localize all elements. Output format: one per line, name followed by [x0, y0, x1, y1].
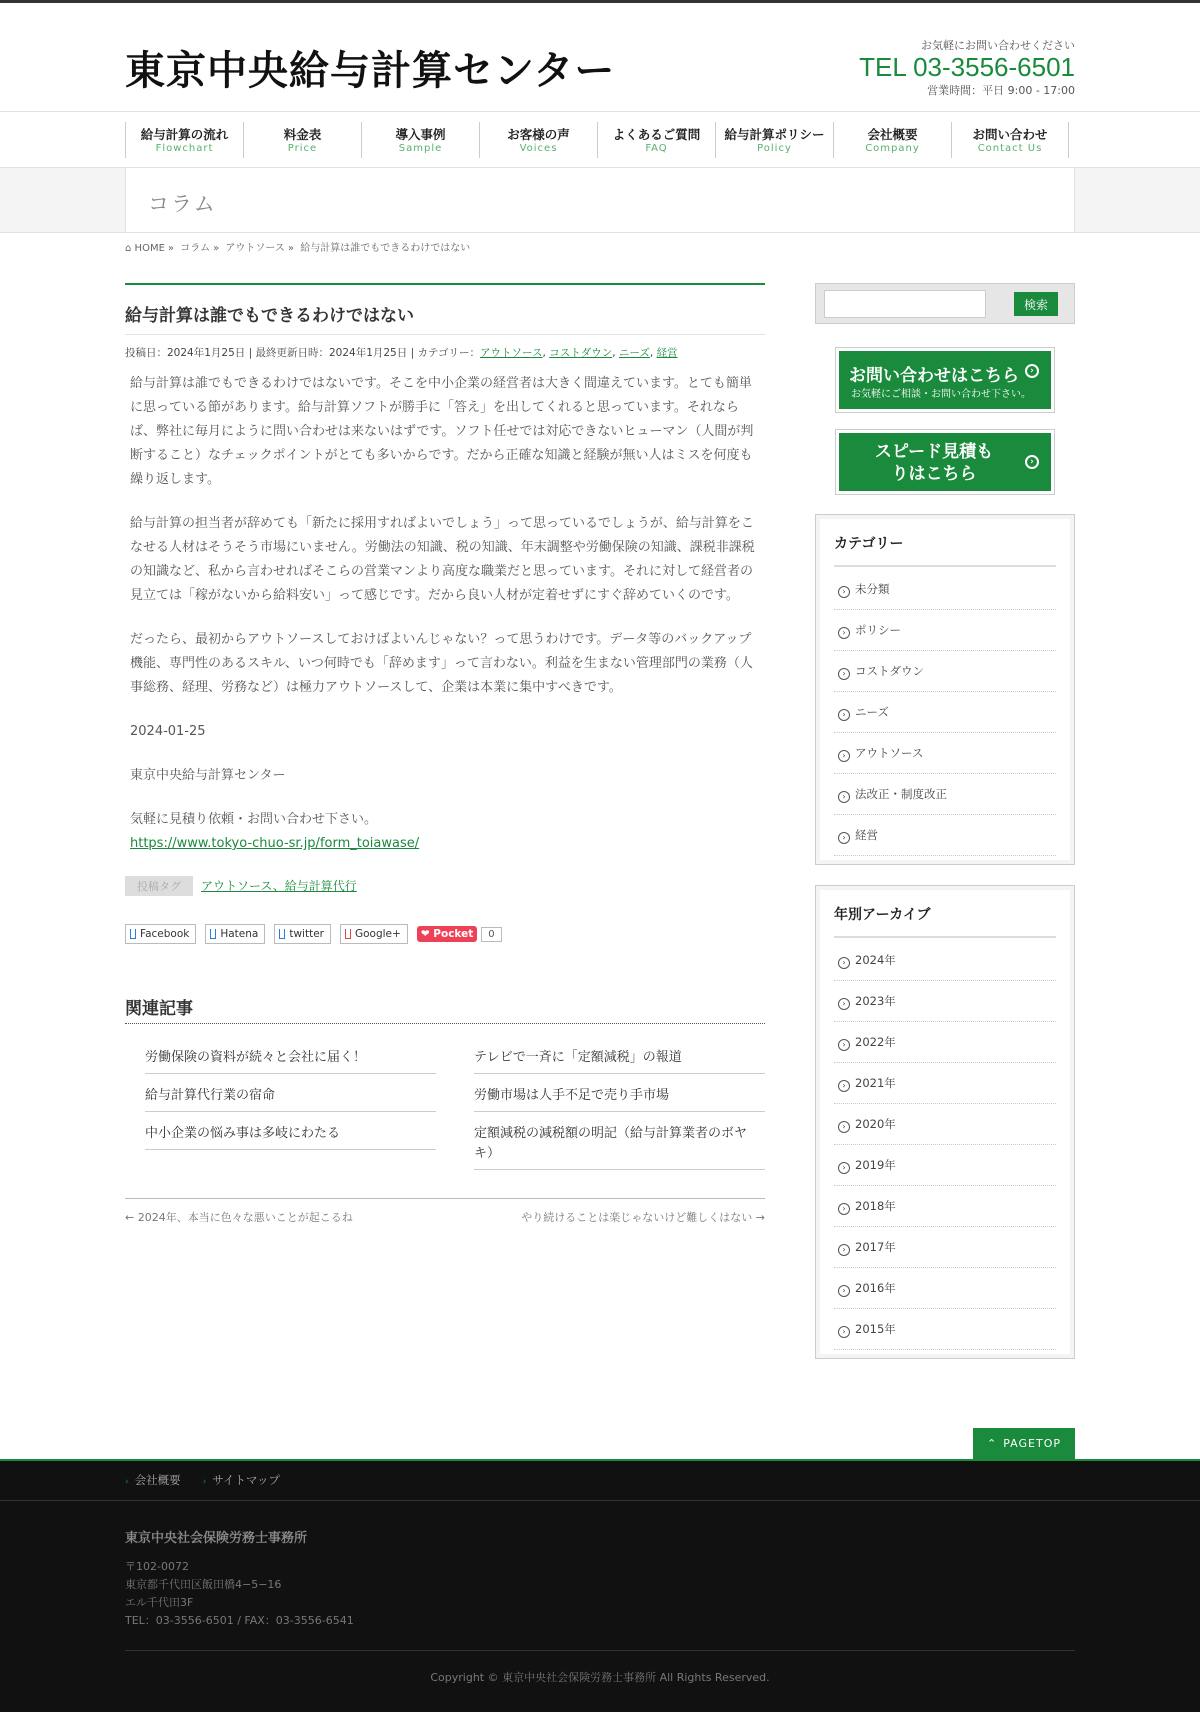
- global-nav: [0, 112, 1200, 168]
- chevron-circle-icon: ›: [838, 832, 850, 844]
- nav-label: お客様の声: [507, 127, 570, 142]
- share-icon: [345, 929, 351, 939]
- page-header: [0, 168, 1200, 233]
- archive-item[interactable]: [834, 1268, 1056, 1309]
- chevron-right-icon: ›: [125, 1477, 129, 1487]
- article-paragraph: 給与計算の担当者が辞めても「新たに採用すればよいでしょう」って思っているでしょうが、給与計算をこなせる人材はそうそう市場にいません。労働法の知識、税の知識、年末調整や労働保険の知識、課税非課税の知識など、私から言わせればそこらの営業マンより高度な職業だと思っています。それに対して経営者の見立ては「稼がないから給料安い」って感じです。だから良い人材が定着せずにすぐ辞めていくのです。: [130, 516, 755, 603]
- contact-link[interactable]: https://www.tokyo-chuo-sr.jp/form_toiawase/: [130, 836, 420, 851]
- hatena-share-button[interactable]: [205, 924, 265, 944]
- contact-cta-button[interactable]: [836, 348, 1054, 412]
- archive-item[interactable]: [834, 1145, 1056, 1186]
- search-button[interactable]: 検索: [1014, 292, 1058, 316]
- footer-nav: [0, 1461, 1200, 1501]
- footer-company-name: 東京中央社会保険労務士事務所: [125, 1531, 308, 1546]
- category-item[interactable]: [834, 733, 1056, 774]
- nav-sublabel: Policy: [757, 143, 792, 154]
- archive-heading: 年別アーカイブ: [834, 904, 1056, 938]
- article-body: [125, 372, 765, 856]
- breadcrumb-column[interactable]: コラム: [180, 243, 211, 254]
- category-item-label: アウトソース: [855, 746, 924, 760]
- chevron-circle-icon: ›: [838, 1326, 850, 1338]
- nav-item[interactable]: [597, 122, 715, 158]
- footer-link-label: 会社概要: [134, 1473, 181, 1487]
- cta-title: お問い合わせはこちら: [849, 366, 1019, 386]
- meta-category-link[interactable]: 経営: [656, 347, 678, 359]
- nav-sublabel: Sample: [398, 143, 443, 154]
- nav-sublabel: Voices: [519, 143, 558, 154]
- nav-item[interactable]: [833, 122, 951, 158]
- related-link[interactable]: 中小企業の悩み事は多岐にわたる: [145, 1126, 341, 1141]
- business-hours: 営業時間：平日 9:00 - 17:00: [927, 83, 1075, 97]
- arrow-right-icon: ›: [1025, 364, 1039, 378]
- cta-subtitle: お気軽にご相談・お問い合わせ下さい。: [851, 389, 1031, 400]
- chevron-circle-icon: ›: [838, 1121, 850, 1133]
- archive-item-label: 2023年: [855, 994, 896, 1008]
- chevron-circle-icon: ›: [838, 1080, 850, 1092]
- nav-sublabel: Flowchart: [155, 143, 214, 154]
- search-input[interactable]: [824, 290, 986, 318]
- tel-number: TEL 03-3556-6501: [859, 52, 1075, 82]
- breadcrumb-current: 給与計算は誰でもできるわけではない: [300, 243, 471, 254]
- archive-item-label: 2015年: [855, 1322, 896, 1336]
- category-item-label: 経営: [855, 828, 878, 842]
- nav-item[interactable]: [361, 122, 479, 158]
- category-item-label: 未分類: [855, 582, 890, 596]
- article-date: 2024-01-25: [130, 724, 206, 739]
- chevron-circle-icon: ›: [838, 586, 850, 598]
- nav-sublabel: Company: [865, 143, 920, 154]
- archive-item-label: 2024年: [855, 953, 896, 967]
- page-title: コラム: [125, 168, 1075, 232]
- chevron-circle-icon: ›: [838, 627, 850, 639]
- share-buttons: [125, 924, 765, 944]
- nav-item[interactable]: [243, 122, 361, 158]
- tag-label: 投稿タグ: [125, 876, 193, 896]
- nav-label: お問い合わせ: [972, 127, 1048, 142]
- category-item-label: 法改正・制度改正: [855, 787, 947, 801]
- share-icon: [130, 929, 136, 939]
- share-label: Google+: [354, 928, 401, 940]
- tel-note: お気軽にお問い合わせください: [921, 39, 1075, 52]
- footer-link-label: サイトマップ: [212, 1473, 280, 1487]
- pocket-count: 0: [481, 927, 501, 942]
- archive-item[interactable]: [834, 1227, 1056, 1268]
- related-heading: 関連記事: [125, 994, 765, 1024]
- share-icon: [210, 929, 216, 939]
- nav-label: 給与計算ポリシー: [724, 127, 825, 142]
- nav-item[interactable]: [715, 122, 833, 158]
- cta-title: スピード見積もりはこちら: [874, 442, 994, 484]
- nav-sublabel: FAQ: [645, 143, 668, 154]
- pocket-label: Pocket: [433, 928, 474, 940]
- article-title: 給与計算は誰でもできるわけではない: [125, 283, 765, 335]
- archive-item[interactable]: [834, 1186, 1056, 1227]
- footer-tel: TEL：03-3556-6501 / FAX：03-3556-6541: [125, 1614, 354, 1627]
- chevron-circle-icon: ›: [838, 1285, 850, 1297]
- chevron-circle-icon: ›: [838, 668, 850, 680]
- footer-link-sitemap[interactable]: [203, 1472, 280, 1488]
- related-link[interactable]: 労働保険の資料が続々と会社に届く！: [145, 1050, 367, 1065]
- meta-category-link[interactable]: ニーズ: [618, 347, 650, 359]
- chevron-circle-icon: ›: [838, 1039, 850, 1051]
- archive-item[interactable]: [834, 940, 1056, 981]
- next-post-link[interactable]: やり続けることは楽じゃないけど難しくはない →: [521, 1211, 765, 1224]
- archive-item[interactable]: [834, 1022, 1056, 1063]
- chevron-circle-icon: ›: [838, 1244, 850, 1256]
- footer-link-company[interactable]: [125, 1472, 181, 1488]
- facebook-share-button[interactable]: [125, 924, 196, 944]
- related-link[interactable]: 給与計算代行業の宿命: [145, 1088, 276, 1103]
- category-heading: カテゴリー: [834, 533, 1056, 567]
- article-paragraph: 給与計算は誰でもできるわけではないです。そこを中小企業の経営者は大きく間違えています。とても簡単に思っている節があります。給与計算ソフトが勝手に「答え」を出してくれると思っています。それならば、弊社に毎月にように問い合わせは来ないはずです。ソフト任せでは対応できないヒューマン（人間が判断すること）なチェックポイントがとても多いからです。だから正確な知識と経験が無い人はミスを何度も繰り返します。: [130, 376, 754, 487]
- archive-item[interactable]: [834, 981, 1056, 1022]
- contact-box: [859, 37, 1075, 98]
- share-label: Hatena: [220, 928, 259, 940]
- twitter-share-button[interactable]: [274, 924, 331, 944]
- post-tags: [125, 876, 765, 896]
- archive-item-label: 2022年: [855, 1035, 896, 1049]
- archive-item[interactable]: [834, 1309, 1056, 1350]
- article-paragraph: だったら、最初からアウトソースしておけばよいんじゃない？って思うわけです。データ等のバックアップ機能、専門性のあるスキル、いつ何時でも「辞めます」って言わない。利益を生まない管理部門の業務（人事総務、経理、労務など）は極力アウトソースして、企業は本業に集中すべきです。: [130, 632, 753, 695]
- prev-post-link[interactable]: ← 2024年、本当に色々な悪いことが起こるね: [125, 1211, 353, 1224]
- copyright: Copyright © 東京中央社会保険労務士事務所 All Rights Reserved.: [430, 1671, 770, 1684]
- contact-text: 気軽に見積り依頼・お問い合わせ下さい。: [130, 812, 378, 827]
- category-item-label: コストダウン: [855, 664, 924, 678]
- archive-item-label: 2021年: [855, 1076, 896, 1090]
- archive-widget: [815, 885, 1075, 1359]
- related-link[interactable]: 労働市場は人手不足で売り手市場: [474, 1088, 670, 1103]
- category-item[interactable]: [834, 774, 1056, 815]
- archive-item-label: 2020年: [855, 1117, 896, 1131]
- chevron-circle-icon: ›: [838, 1203, 850, 1215]
- search-widget: [815, 283, 1075, 324]
- related-list: [125, 1044, 765, 1178]
- nav-sublabel: Contact Us: [977, 143, 1043, 154]
- nav-label: 導入事例: [395, 127, 446, 142]
- breadcrumb-home[interactable]: HOME: [134, 243, 165, 254]
- archive-item-label: 2018年: [855, 1199, 896, 1213]
- category-widget: [815, 514, 1075, 865]
- breadcrumb-category[interactable]: アウトソース: [225, 243, 285, 254]
- archive-item[interactable]: [834, 1104, 1056, 1145]
- nav-item[interactable]: [125, 122, 243, 158]
- pocket-button[interactable]: ❤ Pocket: [417, 926, 477, 942]
- chevron-circle-icon: ›: [838, 998, 850, 1010]
- footer-address: 東京都千代田区飯田橋4−5−16: [125, 1578, 282, 1591]
- category-item-label: ニーズ: [855, 705, 889, 719]
- meta-category-link[interactable]: コストダウン: [549, 347, 613, 359]
- chevron-circle-icon: ›: [838, 750, 850, 762]
- nav-label: よくあるご質問: [612, 127, 701, 142]
- category-item[interactable]: [834, 610, 1056, 651]
- share-label: twitter: [289, 928, 324, 940]
- nav-item[interactable]: [951, 122, 1069, 158]
- article-author: 東京中央給与計算センター: [130, 768, 286, 783]
- footer-zip: 〒102-0072: [125, 1560, 189, 1573]
- archive-item[interactable]: [834, 1063, 1056, 1104]
- chevron-circle-icon: ›: [838, 1162, 850, 1174]
- archive-item-label: 2017年: [855, 1240, 896, 1254]
- chevron-right-icon: ›: [202, 1477, 207, 1487]
- arrow-right-icon: ›: [1025, 455, 1039, 469]
- related-link[interactable]: 定額減税の減税額の明記（給与計算業者のボヤキ）: [474, 1126, 748, 1161]
- nav-label: 料金表: [283, 127, 322, 142]
- category-item[interactable]: [834, 815, 1056, 856]
- chevron-circle-icon: ›: [838, 957, 850, 969]
- related-link[interactable]: テレビで一斉に「定額減税」の報道: [474, 1050, 682, 1065]
- site-footer: [0, 1459, 1200, 1712]
- home-icon: ⌂: [125, 243, 132, 254]
- share-icon: [279, 929, 285, 939]
- google-share-button[interactable]: [340, 924, 408, 944]
- footer-building: エル千代田3F: [125, 1596, 194, 1609]
- nav-label: 給与計算の流れ: [140, 127, 229, 142]
- chevron-circle-icon: ›: [838, 791, 850, 803]
- sidebar: [815, 283, 1075, 1359]
- tag-link[interactable]: アウトソース、給与計算代行: [201, 879, 357, 893]
- pagetop-label: PAGETOP: [1003, 1437, 1061, 1450]
- nav-label: 会社概要: [867, 127, 918, 142]
- article-meta: 投稿日：2024年1月25日 | 最終更新日時：2024年1月25日 | カテゴリー：アウトソース, コストダウン, ニーズ, 経営: [125, 347, 678, 359]
- article-contact: [125, 808, 765, 856]
- breadcrumb: ⌂ HOME » コラム » アウトソース » 給与計算は誰でもできるわけではない: [125, 243, 471, 254]
- meta-category-link[interactable]: アウトソース: [480, 347, 543, 359]
- pocket-share: [417, 924, 502, 944]
- archive-item-label: 2016年: [855, 1281, 896, 1295]
- archive-item-label: 2019年: [855, 1158, 896, 1172]
- nav-sublabel: Price: [287, 143, 318, 154]
- nav-item[interactable]: [479, 122, 597, 158]
- estimate-cta-button[interactable]: [836, 430, 1054, 494]
- chevron-circle-icon: ›: [838, 709, 850, 721]
- chevron-up-icon: ⌃: [987, 1437, 998, 1450]
- pagetop-button[interactable]: [973, 1428, 1075, 1459]
- main-content: [125, 283, 765, 1225]
- post-navigation: [125, 1198, 765, 1225]
- category-item[interactable]: [834, 569, 1056, 610]
- category-item-label: ポリシー: [855, 623, 901, 637]
- site-logo[interactable]: 東京中央給与計算センター: [125, 48, 616, 94]
- share-label: Facebook: [140, 928, 190, 940]
- site-header: [0, 3, 1200, 112]
- meta-text: 投稿日：2024年1月25日 | 最終更新日時：2024年1月25日 | カテゴリー：: [125, 347, 481, 359]
- category-item[interactable]: [834, 651, 1056, 692]
- category-item[interactable]: [834, 692, 1056, 733]
